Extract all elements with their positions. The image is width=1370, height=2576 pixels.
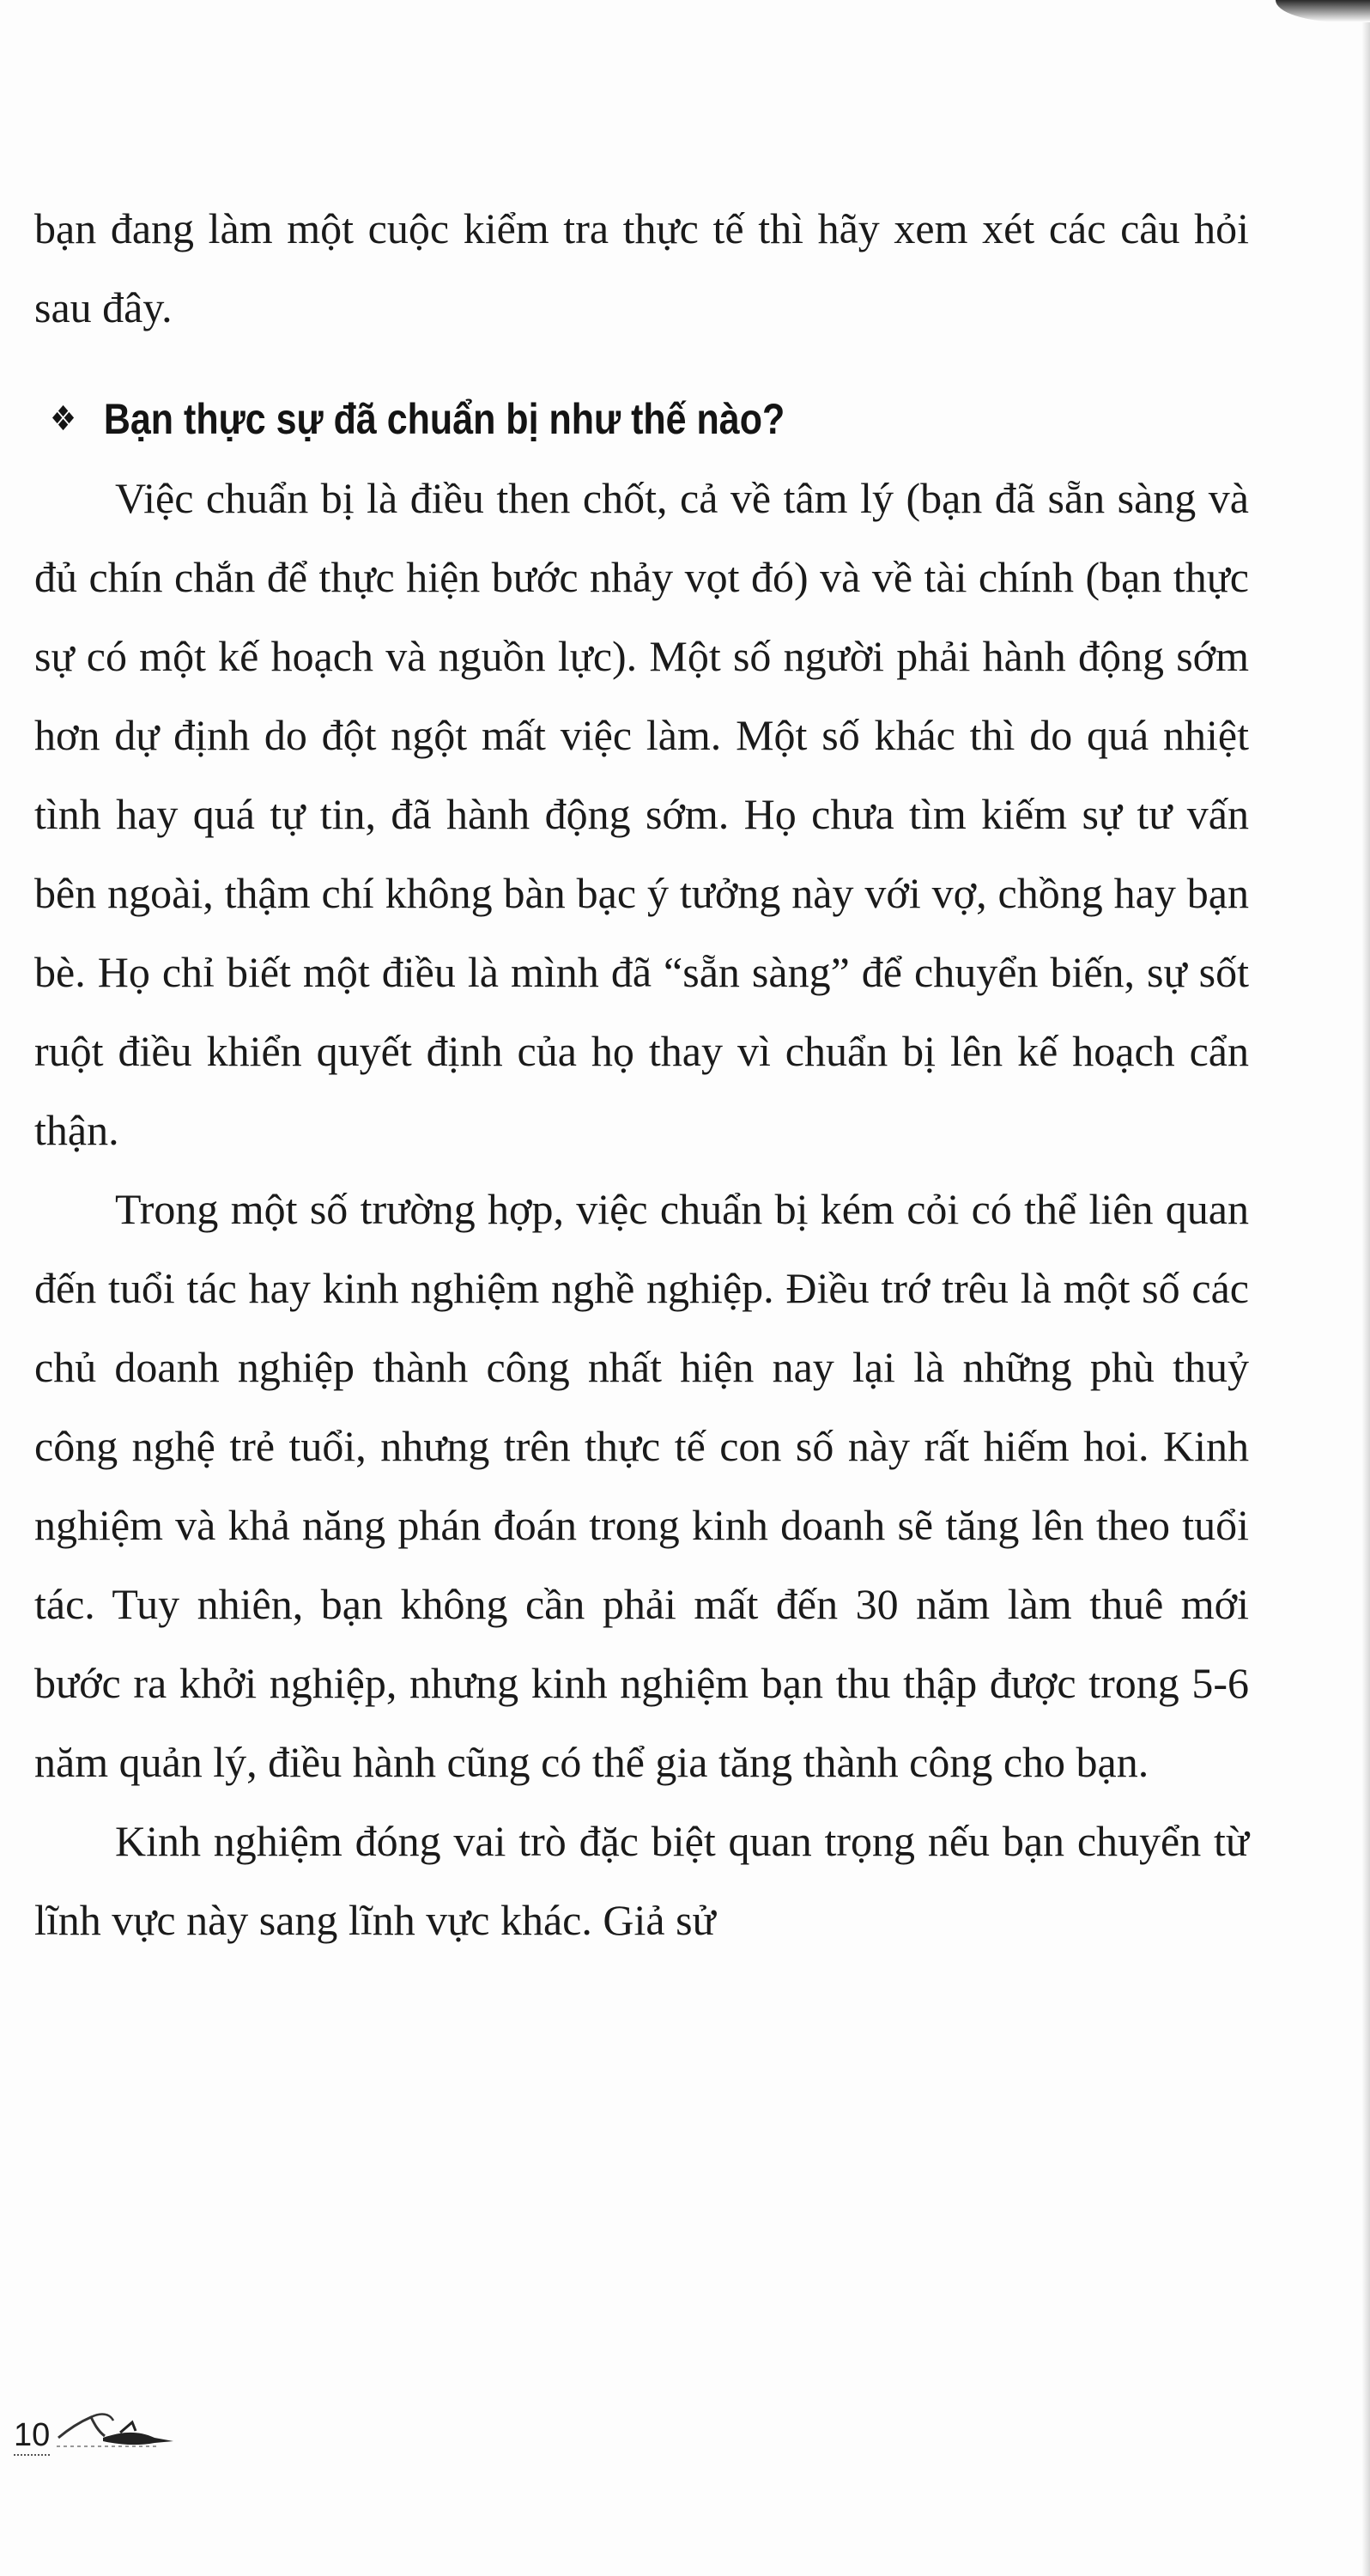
paragraph-intro: bạn đang làm một cuộc kiểm tra thực tế thì hãy xem xét các câu hỏi sau đây. bbox=[34, 204, 1249, 331]
section-heading-text: Bạn thực sự đã chuẩn bị như thế nào? bbox=[103, 395, 785, 443]
page-footer bbox=[14, 2404, 182, 2456]
page-edge-shadow bbox=[1361, 0, 1370, 2576]
paragraph-field-change: Kinh nghiệm đóng vai trò đặc biệt quan trọng nếu bạn chuyển từ lĩnh vực này sang lĩnh vực khác. Giả sử bbox=[34, 1817, 1249, 1944]
bird-sketch-icon bbox=[53, 2403, 182, 2456]
paragraph-preparation: Việc chuẩn bị là điều then chốt, cả về tâm lý (bạn đã sẵn sàng và đủ chín chắn để thực hiện bước nhảy vọt đó) và về tài chính (bạn thực sự có một kế hoạch và nguồn lực). Một số người phải hành động sớm hơn dự định do đột ngột mất việc làm. Một số khác thì do quá nhiệt tình hay quá tự tin, đã hành động sớm. Họ chưa tìm kiếm sự tư vấn bên ngoài, thậm chí không bàn bạc ý tưởng này với vợ, chồng hay bạn bè. Họ chỉ biết một điều là mình đã “sẵn sàng” để chuyển biến, sự sốt ruột điều khiển quyết định của họ thay vì chuẩn bị lên kế hoạch cẩn thận. bbox=[34, 474, 1249, 1154]
paragraph-experience-age: Trong một số trường hợp, việc chuẩn bị kém cỏi có thể liên quan đến tuổi tác hay kinh nghiệm nghề nghiệp. Điều trớ trêu là một số các chủ doanh nghiệp thành công nhất hiện nay lại là những phù thuỷ công nghệ trẻ tuổi, nhưng trên thực tế con số này rất hiếm hoi. Kinh nghiệm và khả năng phán đoán trong kinh doanh sẽ tăng lên theo tuổi tác. Tuy nhiên, bạn không cần phải mất đến 30 năm làm thuê mới bước ra khởi nghiệp, nhưng kinh nghiệm bạn thu thập được trong 5-6 năm quản lý, điều hành cũng có thể gia tăng thành công cho bạn. bbox=[34, 1185, 1249, 1786]
diamond-bullet-icon: ❖ bbox=[50, 400, 76, 438]
page-content bbox=[34, 189, 1249, 1959]
page-number: 10 bbox=[14, 2416, 50, 2456]
page-corner-shadow bbox=[1276, 0, 1370, 22]
section-heading bbox=[34, 380, 1079, 459]
